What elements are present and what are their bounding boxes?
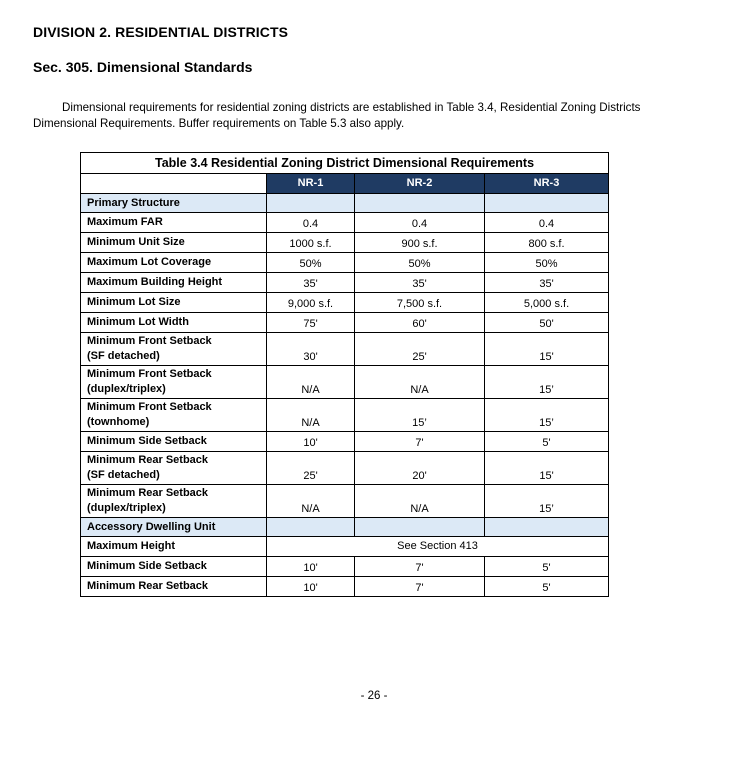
table-cell: 0.4 (267, 213, 355, 233)
section-empty-cell (355, 518, 485, 537)
table-row (81, 366, 609, 399)
table-cell: 10' (267, 557, 355, 577)
row-label (81, 333, 267, 366)
section-heading: Sec. 305. Dimensional Standards (33, 59, 253, 75)
table-cell: N/A (267, 366, 355, 399)
page-number: - 26 - (360, 690, 388, 702)
table-row (81, 557, 609, 577)
section-row (81, 194, 609, 213)
table-cell: 50% (355, 253, 485, 273)
table-cell: 50% (267, 253, 355, 273)
table-cell: 50% (485, 253, 609, 273)
row-label-line: Minimum Front Setback (87, 401, 212, 413)
table-cell: 7' (355, 577, 485, 597)
table-cell: 10' (267, 432, 355, 452)
table-cell: 7,500 s.f. (355, 293, 485, 313)
table-cell: 35' (485, 273, 609, 293)
section-empty-cell (267, 518, 355, 537)
row-label-line: Minimum Rear Setback (87, 580, 209, 592)
table-cell: 50' (485, 313, 609, 333)
row-label (81, 485, 267, 518)
table-cell: 5,000 s.f. (485, 293, 609, 313)
row-label (81, 537, 267, 557)
row-label (81, 213, 267, 233)
row-label (81, 557, 267, 577)
table-cell: 15’ (485, 485, 609, 518)
table-row (81, 399, 609, 432)
table-cell-spanning: See Section 413 (267, 537, 609, 557)
row-label-line: Maximum Lot Coverage (87, 256, 212, 268)
column-header-nr2: NR-2 (355, 174, 485, 194)
table-cell: 75' (267, 313, 355, 333)
table-row (81, 233, 609, 253)
table-cell: 15’ (355, 399, 485, 432)
table-cell: 900 s.f. (355, 233, 485, 253)
table-cell: 60' (355, 313, 485, 333)
row-label-line: Minimum Side Setback (87, 435, 207, 447)
table-row (81, 432, 609, 452)
row-label-line: Minimum Rear Setback (87, 487, 209, 499)
row-label-line: Minimum Side Setback (87, 560, 207, 572)
row-label-line: Minimum Front Setback (87, 368, 212, 380)
table-cell: 800 s.f. (485, 233, 609, 253)
row-label-line: (townhome) (87, 416, 150, 428)
table-cell: 7' (355, 557, 485, 577)
row-label-line: Minimum Unit Size (87, 236, 185, 248)
table-cell: N/A (267, 485, 355, 518)
section-label: Primary Structure (81, 194, 267, 213)
row-label-line: Minimum Rear Setback (87, 454, 209, 466)
row-label-line: Maximum Height (87, 540, 176, 552)
table-row (81, 452, 609, 485)
row-label (81, 399, 267, 432)
table-row (81, 537, 609, 557)
row-label-line: (duplex/triplex) (87, 502, 166, 514)
intro-paragraph: Dimensional requirements for residential zoning districts are established in Table 3.4, Residential Zoning Districts Dimensional Requirements. Buffer requirements on Table 5.3 also apply. (33, 100, 641, 130)
row-label-line: Minimum Lot Width (87, 316, 189, 328)
table-row (81, 485, 609, 518)
table-body (81, 194, 609, 597)
table-cell: 9,000 s.f. (267, 293, 355, 313)
row-label (81, 577, 267, 597)
row-label (81, 233, 267, 253)
row-label (81, 432, 267, 452)
row-label-line: Maximum Building Height (87, 276, 223, 288)
table-cell: 15’ (485, 399, 609, 432)
table-row (81, 313, 609, 333)
row-label-line: (duplex/triplex) (87, 383, 166, 395)
table-title: Table 3.4 Residential Zoning District Dimensional Requirements (81, 153, 609, 174)
row-label-line: (SF detached) (87, 469, 160, 481)
table-cell: 30' (267, 333, 355, 366)
column-header-nr1: NR-1 (267, 174, 355, 194)
table-cell: 15’ (485, 366, 609, 399)
table-cell: N/A (355, 366, 485, 399)
section-empty-cell (485, 518, 609, 537)
section-row (81, 518, 609, 537)
table-cell: 1000 s.f. (267, 233, 355, 253)
table-cell: 20' (355, 452, 485, 485)
table-cell: 0.4 (355, 213, 485, 233)
dimensional-requirements-table (80, 152, 609, 597)
table-cell: N/A (355, 485, 485, 518)
section-empty-cell (267, 194, 355, 213)
table-cell: 5' (485, 557, 609, 577)
table-row (81, 333, 609, 366)
table-cell: 5' (485, 432, 609, 452)
table-cell: 7' (355, 432, 485, 452)
table-cell: 25' (355, 333, 485, 366)
row-label (81, 366, 267, 399)
table-row (81, 577, 609, 597)
table-row (81, 293, 609, 313)
division-heading: DIVISION 2. RESIDENTIAL DISTRICTS (33, 24, 289, 40)
row-label (81, 293, 267, 313)
row-label-line: Minimum Front Setback (87, 335, 212, 347)
table-row (81, 213, 609, 233)
header-corner-cell (81, 174, 267, 194)
table-cell: N/A (267, 399, 355, 432)
table-cell: 5' (485, 577, 609, 597)
row-label (81, 313, 267, 333)
table-cell: 15' (485, 333, 609, 366)
row-label (81, 253, 267, 273)
table-cell: 15' (485, 452, 609, 485)
section-empty-cell (485, 194, 609, 213)
row-label-line: Maximum FAR (87, 216, 163, 228)
section-label: Accessory Dwelling Unit (81, 518, 267, 537)
table-row (81, 273, 609, 293)
table-cell: 0.4 (485, 213, 609, 233)
row-label-line: Minimum Lot Size (87, 296, 181, 308)
column-header-nr3: NR-3 (485, 174, 609, 194)
table-cell: 35' (355, 273, 485, 293)
table-cell: 10' (267, 577, 355, 597)
section-empty-cell (355, 194, 485, 213)
table-row (81, 253, 609, 273)
row-label (81, 452, 267, 485)
row-label-line: (SF detached) (87, 350, 160, 362)
table-cell: 25' (267, 452, 355, 485)
table-cell: 35' (267, 273, 355, 293)
row-label (81, 273, 267, 293)
